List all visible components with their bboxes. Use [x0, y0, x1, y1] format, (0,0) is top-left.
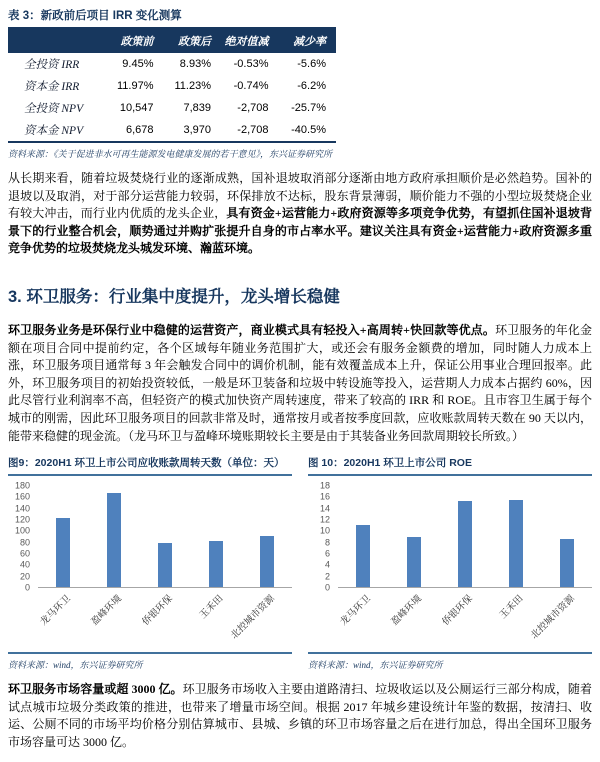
- cell-value: 11.23%: [174, 80, 211, 92]
- y-tick-label: 120: [14, 514, 30, 525]
- figure-10: [308, 455, 592, 671]
- cell-value: 6,678: [125, 124, 154, 136]
- cell-value: 9.45%: [122, 58, 154, 70]
- table-bottom-rule: [8, 141, 336, 143]
- irr-table-head-row: [8, 29, 336, 53]
- text-run-bold: 具有资金+运营能力+政府资源等多项竞争优势，有望抓住国补退坡背景下的行业整合机会，顺势通过并购扩张提升自身的市占率水平。建议关注具有资金+运营能力+政府资源多重竞争优势的垃圾焚烧龙头城发环境、瀚蓝环境。: [8, 206, 592, 256]
- column-header: 政策前: [106, 29, 164, 53]
- bar: [560, 539, 574, 587]
- figure-9-source: 资料来源：wind，东兴证券研究所: [8, 660, 143, 671]
- bar: [209, 541, 223, 588]
- cell-value: -25.7%: [291, 102, 326, 114]
- section-heading: 3. 环卫服务：行业集中度提升，龙头增长稳健: [8, 287, 340, 306]
- x-category-label: 龙马环卫: [338, 593, 374, 628]
- figure-10-source: 资料来源：wind，东兴证券研究所: [308, 660, 443, 671]
- column-header: 绝对值减: [221, 29, 279, 53]
- cell-value: 10,547: [119, 102, 154, 114]
- cell-value: 8.93%: [179, 58, 211, 70]
- column-header-empty: [8, 29, 106, 53]
- x-category-label: 盈峰环境: [89, 593, 125, 628]
- cell-value: -0.74%: [233, 80, 269, 92]
- y-tick-label: 60: [19, 548, 30, 559]
- figure-10-chart: [308, 480, 592, 593]
- y-tick-label: 4: [324, 559, 330, 570]
- y-tick-label: 160: [14, 491, 30, 502]
- row-label: 全投资 IRR: [24, 59, 80, 71]
- cell-value: -40.5%: [291, 124, 326, 136]
- x-axis-spacer: [8, 588, 38, 650]
- y-axis: [8, 480, 38, 593]
- figure-9-footer: [8, 652, 292, 671]
- cell-value: -0.53%: [233, 58, 269, 70]
- cell-value: -6.2%: [297, 80, 326, 92]
- table-row: [8, 97, 336, 119]
- cell-value: -5.6%: [297, 58, 326, 70]
- row-label: 资本金 IRR: [24, 81, 80, 93]
- row-label: 资本金 NPV: [24, 125, 84, 137]
- figure-9-title: 图9：2020H1 环卫上市公司应收账款周转天数（单位：天）: [8, 455, 292, 476]
- x-category-label: 侨银环保: [440, 593, 475, 628]
- plot-area: [338, 486, 592, 588]
- table-row: [8, 75, 336, 97]
- paragraph-sanitation-services: [8, 322, 592, 445]
- text-run: 环卫服务的年化金额在项目合同中提前约定，各个区域每年随业务范围扩大，或还会有服务金额费的增加，同时随人力成本上涨，环卫服务项目通常每 3 年会触发合同中的调价机制，能有效覆盖成本上升，保证公用事业合理回报率。此外，环卫服务项目的初始投资较低，一般是环卫装备和垃圾中转设施等投入，运营期人力成本占据约 60%，因此尽管行业利润率不高，但轻资产的模式加快资产周转速度，带来了较高的 IRR 和 ROE。且市容卫生属于每个城市的刚需，因此环卫服务项目的回款非常及时，通常按月或者按季度回款，应收账款周转天数在 90 天以内，能带来稳健的现金流。（龙马环卫与盈峰环境账期较长主要是由于其装备业务回款周期较长所致。）: [8, 322, 592, 443]
- y-tick-label: 0: [24, 582, 30, 593]
- text-run-bold: 环卫服务市场容量或超 3000 亿。: [8, 682, 183, 697]
- table-row: [8, 119, 336, 141]
- paragraph-waste-incineration: [8, 170, 592, 258]
- cell-value: 7,839: [183, 102, 211, 114]
- bar: [458, 501, 472, 587]
- y-tick-label: 80: [19, 537, 30, 548]
- figure-9-chart: [8, 480, 292, 593]
- y-tick-label: 18: [319, 480, 330, 491]
- paragraph-market-size: [8, 681, 592, 751]
- x-category-label: 盈峰环境: [389, 593, 425, 628]
- figure-10-footer: [308, 652, 592, 671]
- figure-10-title: 图 10：2020H1 环卫上市公司 ROE: [308, 455, 592, 476]
- y-tick-label: 140: [14, 503, 30, 514]
- text-run-bold: 环卫服务业务是环保行业中稳健的运营资产，商业模式具有轻投入+高周转+快回款等优点。: [8, 322, 496, 337]
- table-source: 资料来源：《关于促进非水可再生能源发电健康发展的若干意见》，东兴证券研究所: [8, 149, 333, 159]
- bar: [158, 543, 172, 587]
- x-category-label: 龙马环卫: [38, 593, 74, 628]
- x-category-label: 北控城市资源: [228, 593, 277, 642]
- y-tick-label: 14: [319, 503, 330, 514]
- plot-area: [38, 486, 292, 588]
- cell-value: 3,970: [183, 124, 211, 136]
- text-run: 环卫服务市场收入主要由道路清扫、垃圾收运以及公厕运行三部分构成，随着试点城市垃圾分类政策的推进，也带来了增量市场空间。根据 2017 年城乡建设统计年鉴的数据，按清扫、收运、公厕不同的市场平均价格分别估算城市、县城、乡镇的环卫市场容量之后在进行加总，得出全国环卫服务市场容量可达 3000 亿。: [8, 682, 592, 749]
- y-tick-label: 10: [319, 525, 330, 536]
- row-label: 全投资 NPV: [24, 103, 84, 115]
- cell-value: -2,708: [237, 124, 269, 136]
- figure-9: [8, 455, 292, 671]
- table-title: 表 3：新政前后项目 IRR 变化测算: [8, 5, 336, 29]
- y-tick-label: 16: [319, 491, 330, 502]
- x-category-label: 侨银环保: [140, 593, 175, 628]
- column-header: 政策后: [164, 29, 222, 53]
- irr-table: [8, 29, 336, 141]
- x-category-label: 玉禾田: [197, 593, 226, 622]
- y-tick-label: 180: [14, 480, 30, 491]
- bar: [509, 500, 523, 587]
- cell-value: -2,708: [237, 102, 269, 114]
- y-tick-label: 40: [19, 559, 30, 570]
- bar: [356, 525, 370, 587]
- cell-value: 11.97%: [117, 80, 154, 92]
- y-tick-label: 0: [324, 582, 330, 593]
- y-axis: [308, 480, 338, 593]
- table-row: [8, 53, 336, 75]
- table-3-section: [8, 5, 592, 160]
- bar: [407, 537, 421, 587]
- x-category-label: 北控城市资源: [528, 593, 577, 642]
- column-header: 减少率: [279, 29, 337, 53]
- y-tick-label: 2: [324, 571, 330, 582]
- x-axis-labels: [338, 588, 592, 650]
- y-tick-label: 20: [19, 571, 30, 582]
- bar: [107, 493, 121, 587]
- figures-row: [8, 455, 592, 671]
- x-category-label: 玉禾田: [497, 593, 526, 622]
- x-axis-labels: [38, 588, 292, 650]
- y-tick-label: 8: [324, 537, 330, 548]
- y-tick-label: 6: [324, 548, 330, 559]
- irr-table-body: [8, 53, 336, 141]
- text-run: 从长期来看，随着垃圾焚烧行业的逐渐成熟，国补退坡取消部分逐渐由地方政府承担顺价是必然趋势。国补的退坡以及取消，对于部分运营能力较弱，环保排放不达标，股东背景薄弱，顺价能力不强的小型垃圾焚烧企业有较大冲击，而行业内优质的龙头企业，: [8, 171, 592, 221]
- y-tick-label: 100: [14, 525, 30, 536]
- x-axis-spacer: [308, 588, 338, 650]
- y-tick-label: 12: [319, 514, 330, 525]
- bar: [260, 536, 274, 588]
- bar: [56, 518, 70, 587]
